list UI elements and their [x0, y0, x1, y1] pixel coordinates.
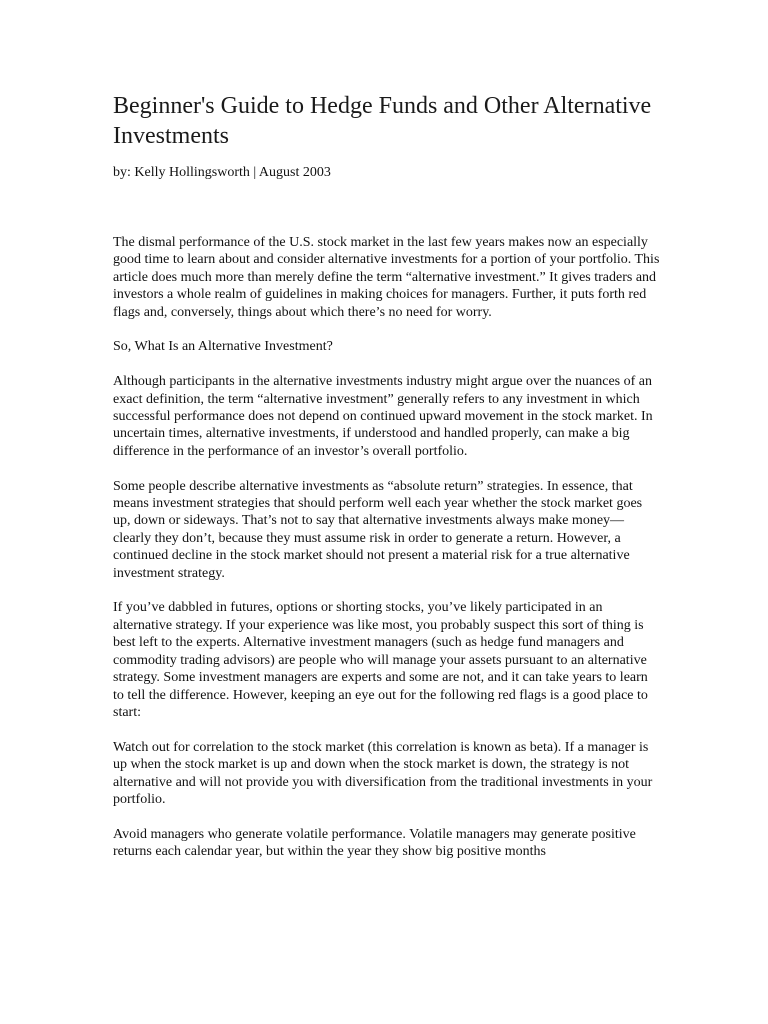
paragraph-volatility: Avoid managers who generate volatile performance. Volatile managers may generate positive returns each calendar year, but within the year they show big positive months — [113, 826, 636, 860]
article-body — [113, 234, 661, 878]
paragraph-definition: Although participants in the alternative investments industry might argue over the nuances of an exact definition, the term “alternative investment” generally refers to any investment in which successful performance does not depend on continued upward movement in the stock market. In uncertain times, alternative investments, if understood and handled properly, can make a big difference in the performance of an investor’s overall portfolio. — [113, 374, 653, 459]
paragraph-correlation: Watch out for correlation to the stock market (this correlation is known as beta). If a manager is up when the stock market is up and down when the stock market is down, the strategy is not alternative and will not provide you with diversification from the traditional investments in your portfolio. — [113, 739, 653, 807]
paragraph-absolute-return: Some people describe alternative investments as “absolute return” strategies. In essence, that means investment strategies that should perform well each year whether the stock market goes up, down or sideways. That’s not to say that alternative investments always make money—clearly they don’t, because they must assume risk in order to generate a return. However, a continued decline in the stock market should not present a material risk for a true alternative investment strategy. — [113, 478, 643, 581]
article-byline: by: Kelly Hollingsworth | August 2003 — [113, 165, 331, 180]
paragraph-managers: If you’ve dabbled in futures, options or shorting stocks, you’ve likely participated in an alternative strategy. If your experience was like most, you probably suspect this sort of thing is best left to the experts. Alternative investment managers (such as hedge fund managers and commodity trading advisors) are people who will manage your assets pursuant to an alternative strategy. Some investment managers are experts and some are not, and it can take years to learn to tell the difference. However, keeping an eye out for the following red flags is a good place to start: — [113, 600, 648, 720]
article-title: Beginner's Guide to Hedge Funds and Other Alternative Investments — [113, 93, 652, 149]
paragraph-intro: The dismal performance of the U.S. stock market in the last few years makes now an especially good time to learn about and consider alternative investments for a portion of your portfolio. This article does much more than merely define the term “alternative investment.” It gives traders and investors a whole realm of guidelines in making choices for managers. Further, it puts forth red flags and, conversely, things about which there’s no need for worry. — [113, 235, 660, 320]
section-heading: So, What Is an Alternative Investment? — [113, 339, 333, 355]
